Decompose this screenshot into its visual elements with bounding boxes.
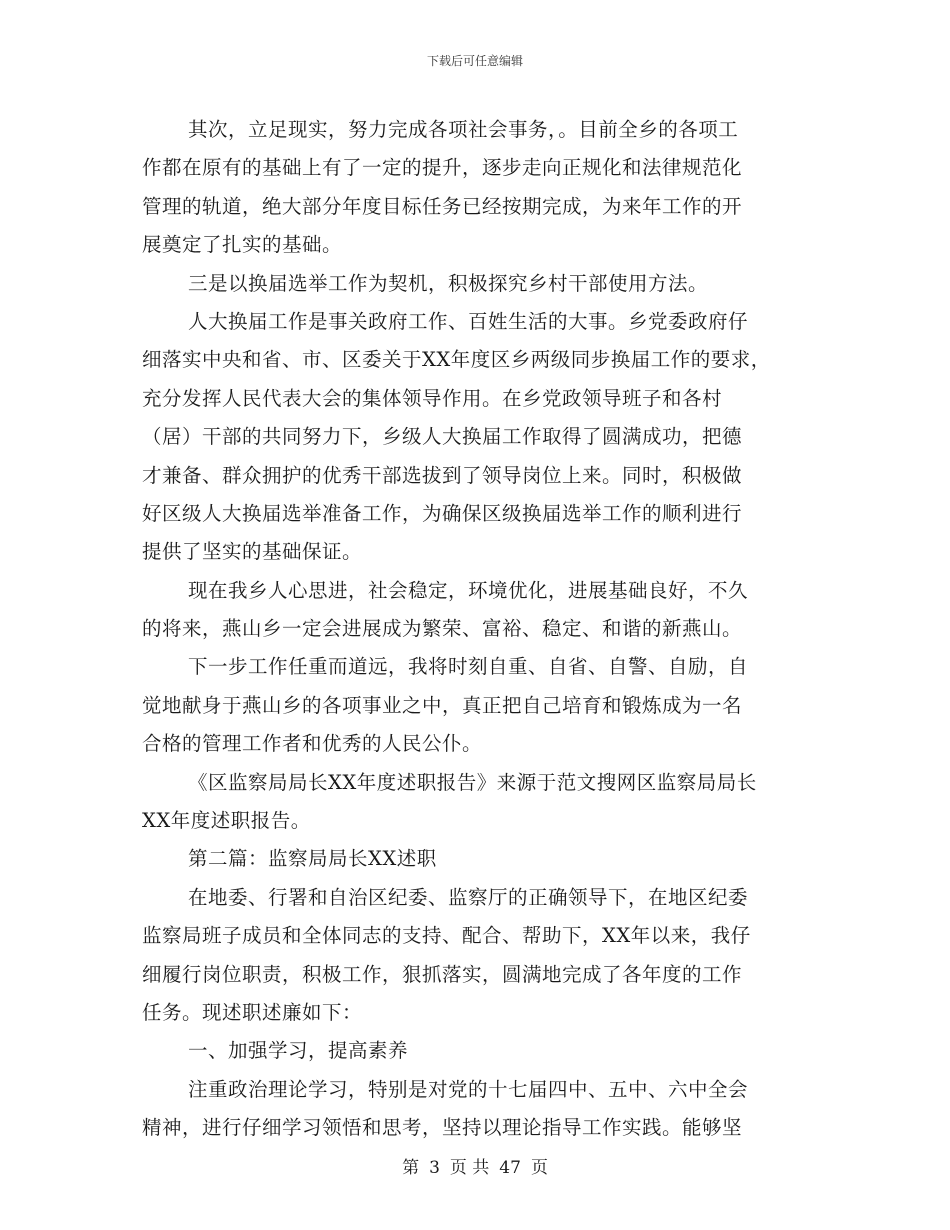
text-line: 第二篇：监察局局长XX述职 (188, 847, 437, 871)
text-line: 的将来，燕山乡一定会进展成为繁荣、富裕、稳定、和谐的新燕山。 (142, 617, 743, 641)
text-line: 细履行岗位职责，积极工作，狠抓落实，圆满地完成了各年度的工作 (142, 962, 743, 986)
header-note: 下载后可任意编辑 (426, 54, 523, 68)
text-line: 下一步工作任重而道远，我将时刻自重、自省、自警、自励，自 (188, 655, 749, 679)
text-line: 管理的轨道，绝大部分年度目标任务已经按期完成，为来年工作的开 (142, 194, 743, 218)
footer-prefix: 第 (402, 1158, 420, 1178)
text-line: 精神，进行仔细学习领悟和思考，坚持以理论指导工作实践。能够坚 (142, 1116, 743, 1140)
text-line: XX年度述职报告。 (142, 809, 311, 833)
text-line: 三是以换届选举工作为契机，积极探究乡村干部使用方法。 (188, 271, 709, 295)
text-line: 觉地献身于燕山乡的各项事业之中，真正把自己培育和锻炼成为一名 (142, 693, 743, 717)
text-line: 注重政治理论学习，特别是对党的十七届四中、五中、六中全会 (188, 1077, 749, 1101)
text-line: 任务。现述职述廉如下： (142, 1000, 363, 1024)
text-line: 细落实中央和省、市、区委关于XX年度区乡两级同步换届工作的要求， (142, 348, 771, 372)
text-line: 合格的管理工作者和优秀的人民公仆。 (142, 732, 483, 756)
text-line: 现在我乡人心思进，社会稳定，环境优化，进展基础良好，不久 (188, 578, 749, 602)
text-line: 在地委、行署和自治区纪委、监察厅的正确领导下，在地区纪委 (188, 885, 749, 909)
footer-suffix: 页 (530, 1158, 548, 1178)
text-line: 一、加强学习，提高素养 (188, 1039, 409, 1063)
page-footer (0, 1153, 950, 1178)
text-line: 提供了坚实的基础保证。 (142, 540, 363, 564)
footer-page-number: 3 (429, 1158, 440, 1178)
text-line: 《区监察局局长XX年度述职报告》来源于范文搜网区监察局局长 (188, 770, 757, 794)
text-line: （居）干部的共同努力下，乡级人大换届工作取得了圆满成功，把德 (142, 425, 743, 449)
text-line: 其次，立足现实，努力完成各项社会事务，。目前全乡的各项工 (188, 118, 739, 141)
text-line: 好区级人大换届选举准备工作，为确保区级换届选举工作的顺利进行 (142, 501, 743, 525)
footer-total-pages: 47 (499, 1158, 521, 1178)
text-line: 展奠定了扎实的基础。 (142, 233, 343, 257)
text-line: 人大换届工作是事关政府工作、百姓生活的大事。乡党委政府仔 (188, 309, 749, 333)
text-line: 作都在原有的基础上有了一定的提升，逐步走向正规化和法律规范化 (142, 156, 743, 180)
footer-middle: 页 共 (449, 1158, 490, 1178)
text-line: 监察局班子成员和全体同志的支持、配合、帮助下，XX年以来，我仔 (142, 924, 751, 948)
document-body (142, 111, 812, 1148)
text-line: 才兼备、群众拥护的优秀干部选拔到了领导岗位上来。同时，积极做 (142, 463, 743, 487)
text-line: 充分发挥人民代表大会的集体领导作用。在乡党政领导班子和各村 (142, 386, 723, 410)
